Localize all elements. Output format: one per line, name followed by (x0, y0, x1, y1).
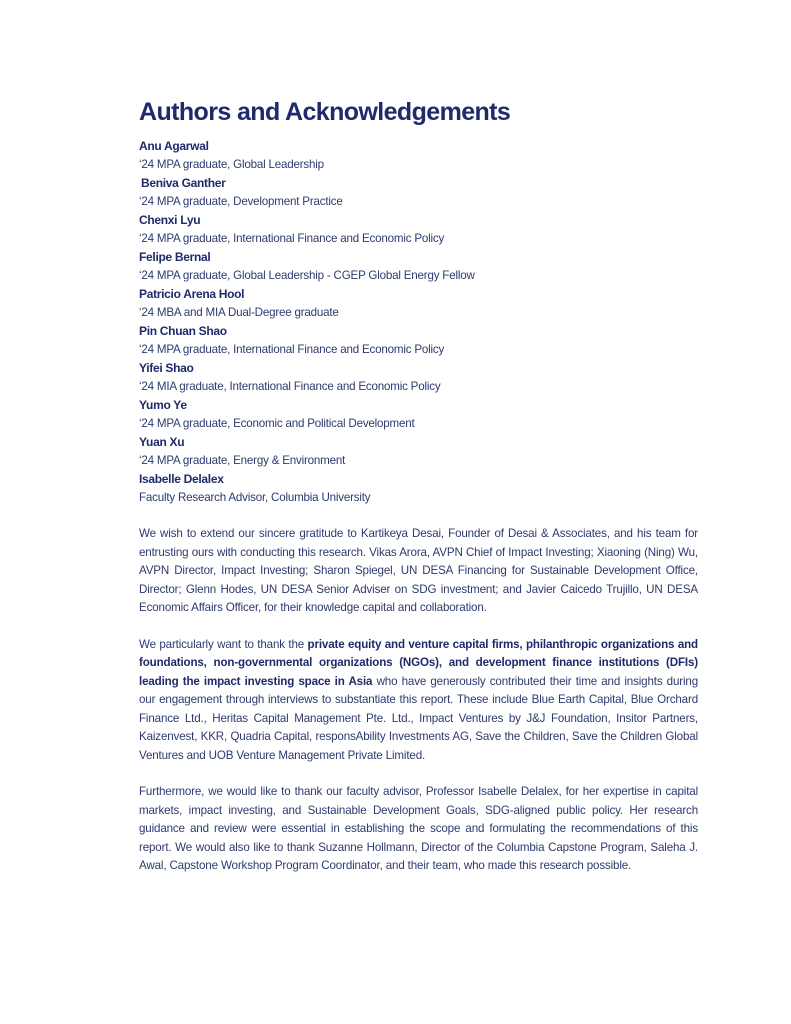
paragraph-intro-text: We particularly want to thank the (139, 637, 308, 651)
author-role: Faculty Research Advisor, Columbia University (139, 490, 371, 504)
author-entry (139, 359, 698, 396)
author-role: ‘24 MPA graduate, Energy & Environment (139, 453, 346, 467)
author-role: ‘24 MPA graduate, Economic and Political Development (139, 416, 415, 430)
author-name: Anu Agarwal (139, 139, 209, 153)
author-name: Pin Chuan Shao (139, 324, 227, 338)
author-entry (139, 470, 698, 507)
acknowledgement-paragraph-faculty: Furthermore, we would like to thank our faculty advisor, Professor Isabelle Delalex, for her expertise in capital markets, impact investing, and Sustainable Development Goals, SDG-aligned public policy. Her research guidance and review were essential in establishing the scope and formulating the recommendations of this report. We would also like to thank Suzanne Hollmann, Director of the Columbia Capstone Program, Saleha J. Awal, Capstone Workshop Program Coordinator, and their team, who made this research possible. (139, 785, 698, 872)
author-role: ‘24 MIA graduate, International Finance and Economic Policy (139, 379, 441, 393)
author-role: ‘24 MPA graduate, Development Practice (139, 194, 343, 208)
author-entry (139, 285, 698, 322)
author-entry (139, 248, 698, 285)
author-entry (139, 433, 698, 470)
page-title: Authors and Acknowledgements (139, 98, 511, 126)
author-entry (139, 322, 698, 359)
author-name: Chenxi Lyu (139, 213, 201, 227)
author-entry (139, 137, 698, 174)
acknowledgement-paragraph-organizations (139, 636, 698, 766)
author-entry (139, 211, 698, 248)
paragraph-emphasis-text: private equity and venture capital firms, philanthropic organizations and foundations, non-governmental organizations (NGOs), and development finance institutions (DFIs) leading the impact investing space in Asia (139, 637, 698, 688)
author-name: Yuan Xu (139, 435, 185, 449)
author-name: Yifei Shao (139, 361, 194, 375)
author-role: ‘24 MPA graduate, Global Leadership (139, 157, 324, 171)
paragraph-body-text: who have generously contributed their time and insights during our engagement through interviews to substantiate this report. These include Blue Earth Capital, Blue Orchard Finance Ltd., Heritas Capital Management Pte. Ltd., Impact Ventures by J&J Foundation, Insitor Partners, Kaizenvest, KKR, Quadria Capital, responsAbility Investments AG, Save the Children, Save the Children Global Ventures and UOB Venture Management Private Limited. (139, 674, 699, 762)
author-entry (139, 174, 698, 211)
document-page (139, 96, 698, 876)
author-name: Patricio Arena Hool (139, 287, 245, 301)
author-role: ‘24 MBA and MIA Dual-Degree graduate (139, 305, 339, 319)
author-list (139, 137, 698, 507)
author-entry (139, 396, 698, 433)
author-role: ‘24 MPA graduate, International Finance and Economic Policy (139, 342, 445, 356)
author-name: Felipe Bernal (139, 250, 211, 264)
author-role: ‘24 MPA graduate, Global Leadership - CGEP Global Energy Fellow (139, 268, 475, 282)
author-name: Yumo Ye (139, 398, 187, 412)
author-role: ‘24 MPA graduate, International Finance and Economic Policy (139, 231, 445, 245)
acknowledgement-paragraph-partners: We wish to extend our sincere gratitude to Kartikeya Desai, Founder of Desai & Associates, and his team for entrusting ours with conducting this research. Vikas Arora, AVPN Chief of Impact Investing; Xiaoning (Ning) Wu, AVPN Director, Impact Investing; Sharon Spiegel, UN DESA Financing for Sustainable Development Office, Director; Glenn Hodes, UN DESA Senior Adviser on SDG investment; and Javier Caicedo Trujillo, UN DESA Economic Affairs Officer, for their knowledge capital and collaboration. (139, 527, 698, 614)
author-name: Isabelle Delalex (139, 472, 224, 486)
author-name: Beniva Ganther (141, 176, 226, 190)
